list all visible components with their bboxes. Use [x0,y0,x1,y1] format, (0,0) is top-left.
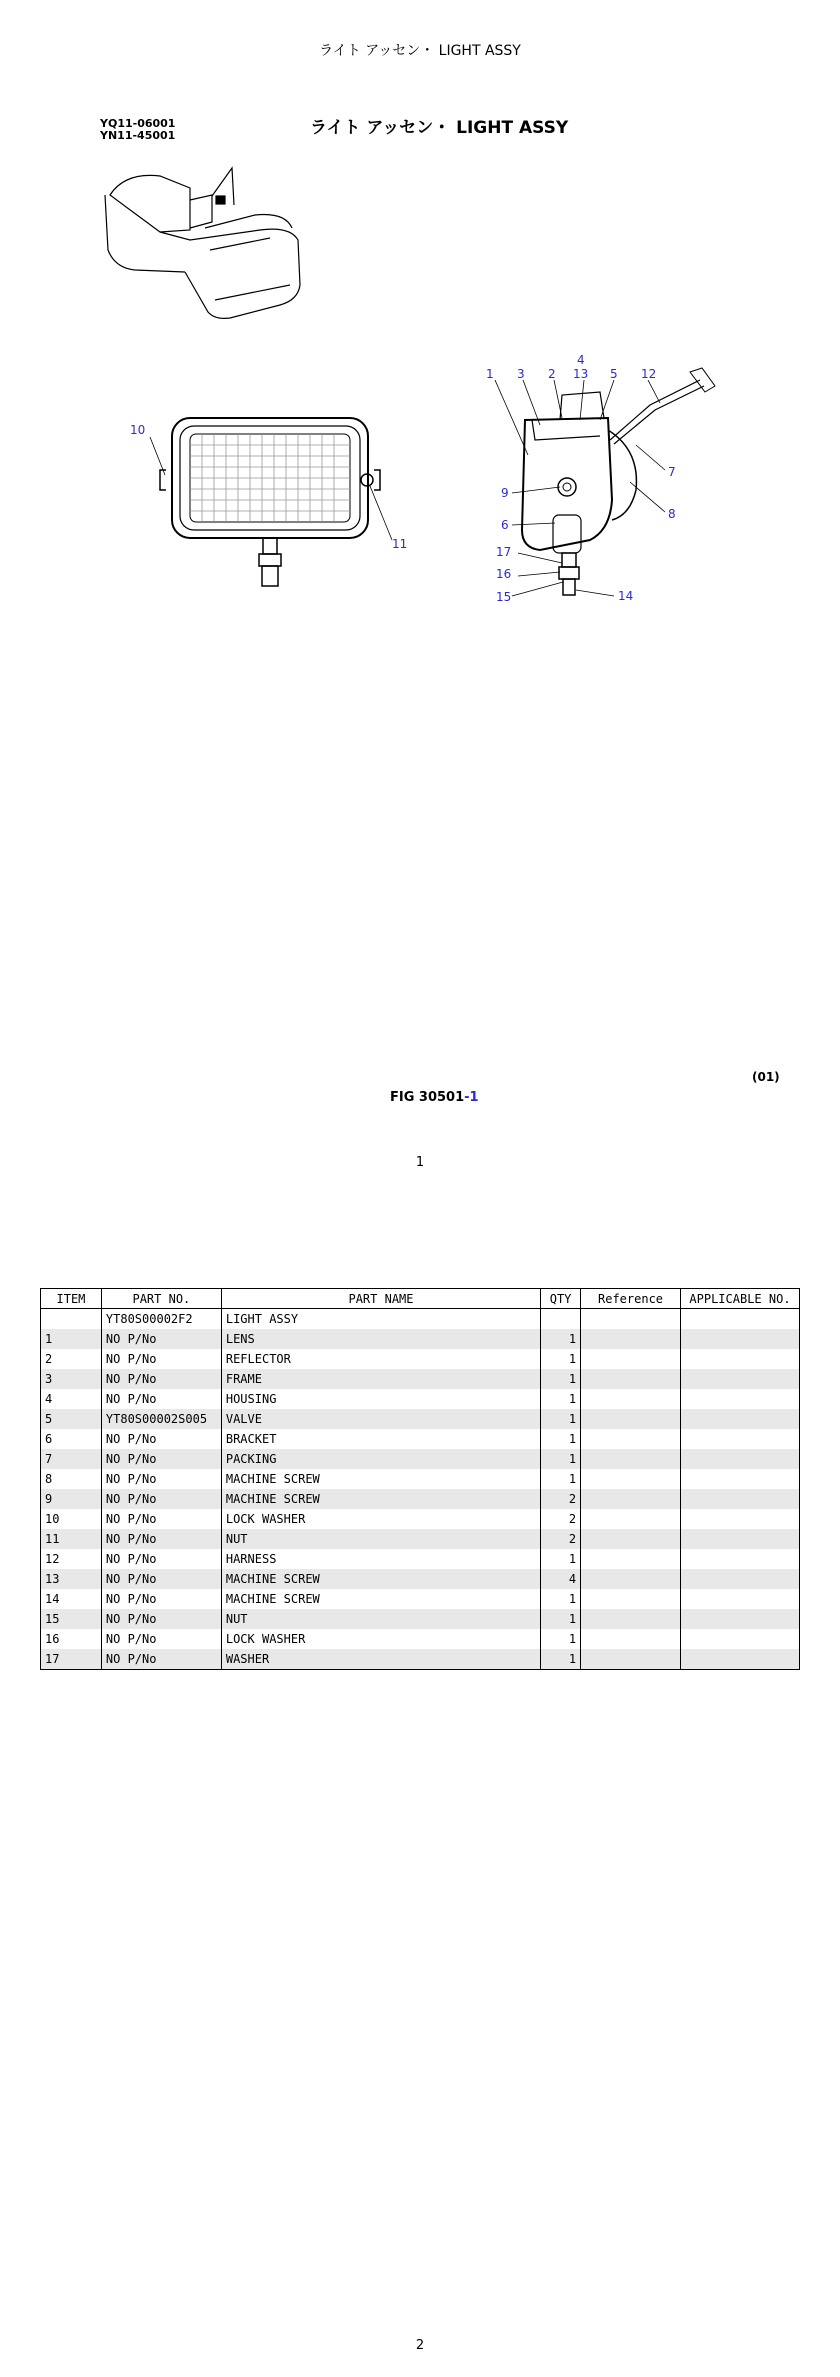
part-name-cell: NUT [221,1529,540,1549]
reference-cell [581,1589,681,1609]
qty-cell: 4 [541,1569,581,1589]
callout-14: 14 [618,589,634,603]
machine-locator-illustration [105,168,300,318]
figure-number-suffix: -1 [464,1090,479,1105]
table-row [41,1489,800,1509]
applicable-no-cell [680,1369,799,1389]
callout-13: 13 [573,367,589,381]
reference-cell [581,1469,681,1489]
part-no-cell: NO P/No [101,1469,221,1489]
reference-cell [581,1609,681,1629]
part-no-cell: NO P/No [101,1509,221,1529]
part-name-cell: LOCK WASHER [221,1509,540,1529]
reference-cell [581,1489,681,1509]
figure-number-main: FIG 30501 [390,1090,465,1105]
callout-7: 7 [668,465,676,479]
table-row [41,1329,800,1349]
table-row [41,1509,800,1529]
applicable-no-cell [680,1329,799,1349]
callout-1: 1 [486,367,494,381]
item-cell: 12 [41,1549,102,1569]
part-no-cell: NO P/No [101,1649,221,1670]
item-cell: 7 [41,1449,102,1469]
sheet-number: 1 [415,1155,425,1170]
part-no-cell: NO P/No [101,1549,221,1569]
callout-10: 10 [130,423,146,437]
part-no-cell: NO P/No [101,1589,221,1609]
part-name-cell: PACKING [221,1449,540,1469]
applicable-no-cell [680,1389,799,1409]
figure-title: ライト アッセン・ LIGHT ASSY [310,118,569,138]
part-no-cell: NO P/No [101,1609,221,1629]
callout-9: 9 [501,486,509,500]
item-cell: 11 [41,1529,102,1549]
column-header-qty: QTY [541,1289,581,1309]
qty-cell: 1 [541,1329,581,1349]
column-header-item: ITEM [41,1289,102,1309]
applicable-no-cell [680,1349,799,1369]
qty-cell: 1 [541,1629,581,1649]
applicable-no-cell [680,1409,799,1429]
part-name-cell: LENS [221,1329,540,1349]
applicable-no-cell [680,1529,799,1549]
part-name-cell: WASHER [221,1649,540,1670]
reference-cell [581,1389,681,1409]
column-header-part-no: PART NO. [101,1289,221,1309]
applicable-no-cell [680,1469,799,1489]
part-name-cell: REFLECTOR [221,1349,540,1369]
table-header-row [41,1289,800,1309]
page-header-title: ライト アッセン・ LIGHT ASSY [319,43,521,59]
qty-cell: 1 [541,1549,581,1569]
item-cell: 17 [41,1649,102,1670]
reference-cell [581,1449,681,1469]
part-no-cell: NO P/No [101,1529,221,1549]
applicable-no-cell [680,1309,799,1330]
table-row [41,1629,800,1649]
qty-cell: 1 [541,1389,581,1409]
callout-2: 2 [548,367,556,381]
part-name-cell: LOCK WASHER [221,1629,540,1649]
qty-cell: 2 [541,1529,581,1549]
column-header-reference: Reference [581,1289,681,1309]
serial-numbers [100,118,175,142]
part-no-cell: YT80S00002F2 [101,1309,221,1330]
reference-cell [581,1569,681,1589]
callout-4: 4 [577,353,585,367]
item-cell: 14 [41,1589,102,1609]
item-cell: 2 [41,1349,102,1369]
applicable-no-cell [680,1429,799,1449]
item-cell: 10 [41,1509,102,1529]
reference-cell [581,1529,681,1549]
table-row [41,1389,800,1409]
serial-number: YQ11-06001 [100,117,176,130]
part-no-cell: YT80S00002S005 [101,1409,221,1429]
callout-11: 11 [392,537,408,551]
part-no-cell: NO P/No [101,1449,221,1469]
table-row [41,1309,800,1330]
table-row [41,1549,800,1569]
lamp-side-view [522,368,715,595]
qty-cell: 1 [541,1349,581,1369]
reference-cell [581,1629,681,1649]
callout-17: 17 [496,545,512,559]
applicable-no-cell [680,1449,799,1469]
item-cell [41,1309,102,1330]
part-no-cell: NO P/No [101,1489,221,1509]
item-cell: 9 [41,1489,102,1509]
qty-cell: 1 [541,1589,581,1609]
item-cell: 15 [41,1609,102,1629]
part-name-cell: MACHINE SCREW [221,1469,540,1489]
item-cell: 1 [41,1329,102,1349]
qty-cell: 1 [541,1369,581,1389]
lamp-front-view [160,418,380,586]
applicable-no-cell [680,1549,799,1569]
part-name-cell: HOUSING [221,1389,540,1409]
reference-cell [581,1369,681,1389]
callout-8: 8 [668,507,676,521]
part-no-cell: NO P/No [101,1329,221,1349]
table-row [41,1609,800,1629]
qty-cell: 2 [541,1509,581,1529]
part-no-cell: NO P/No [101,1429,221,1449]
item-cell: 6 [41,1429,102,1449]
part-no-cell: NO P/No [101,1369,221,1389]
item-cell: 4 [41,1389,102,1409]
qty-cell: 1 [541,1449,581,1469]
applicable-no-cell [680,1589,799,1609]
applicable-no-cell [680,1569,799,1589]
item-cell: 16 [41,1629,102,1649]
part-no-cell: NO P/No [101,1569,221,1589]
callout-numbers [130,353,676,604]
column-header-part-name: PART NAME [221,1289,540,1309]
part-no-cell: NO P/No [101,1389,221,1409]
applicable-no-cell [680,1489,799,1509]
reference-cell [581,1549,681,1569]
applicable-no-cell [680,1629,799,1649]
applicable-no-cell [680,1609,799,1629]
qty-cell: 1 [541,1469,581,1489]
table-row [41,1589,800,1609]
item-cell: 8 [41,1469,102,1489]
part-name-cell: FRAME [221,1369,540,1389]
part-name-cell: NUT [221,1609,540,1629]
table-row [41,1569,800,1589]
column-header-applicable-no: APPLICABLE NO. [680,1289,799,1309]
qty-cell [541,1309,581,1330]
reference-cell [581,1309,681,1330]
table-row [41,1369,800,1389]
part-no-cell: NO P/No [101,1349,221,1369]
reference-cell [581,1649,681,1670]
table-row [41,1409,800,1429]
table-row [41,1449,800,1469]
part-name-cell: MACHINE SCREW [221,1589,540,1609]
item-cell: 13 [41,1569,102,1589]
qty-cell: 2 [541,1489,581,1509]
serial-number: YN11-45001 [100,129,176,142]
item-cell: 3 [41,1369,102,1389]
light-assembly-drawing [0,150,840,620]
applicable-no-cell [680,1509,799,1529]
page-number: 2 [415,2338,425,2353]
figure-number [390,1090,479,1105]
part-name-cell: VALVE [221,1409,540,1429]
revision-code: (01) [752,1070,780,1084]
applicable-no-cell [680,1649,799,1670]
reference-cell [581,1509,681,1529]
table-row [41,1349,800,1369]
callout-3: 3 [517,367,525,381]
reference-cell [581,1409,681,1429]
qty-cell: 1 [541,1609,581,1629]
reference-cell [581,1429,681,1449]
item-cell: 5 [41,1409,102,1429]
table-row [41,1649,800,1670]
callout-16: 16 [496,567,512,581]
part-name-cell: LIGHT ASSY [221,1309,540,1330]
qty-cell: 1 [541,1409,581,1429]
qty-cell: 1 [541,1429,581,1449]
table-row [41,1469,800,1489]
callout-15: 15 [496,590,512,604]
reference-cell [581,1329,681,1349]
reference-cell [581,1349,681,1369]
callout-5: 5 [610,367,618,381]
part-name-cell: MACHINE SCREW [221,1569,540,1589]
callout-12: 12 [641,367,657,381]
table-row [41,1529,800,1549]
part-name-cell: MACHINE SCREW [221,1489,540,1509]
qty-cell: 1 [541,1649,581,1670]
part-no-cell: NO P/No [101,1629,221,1649]
part-name-cell: HARNESS [221,1549,540,1569]
parts-table [40,1288,800,1670]
part-name-cell: BRACKET [221,1429,540,1449]
table-row [41,1429,800,1449]
callout-6: 6 [501,518,509,532]
